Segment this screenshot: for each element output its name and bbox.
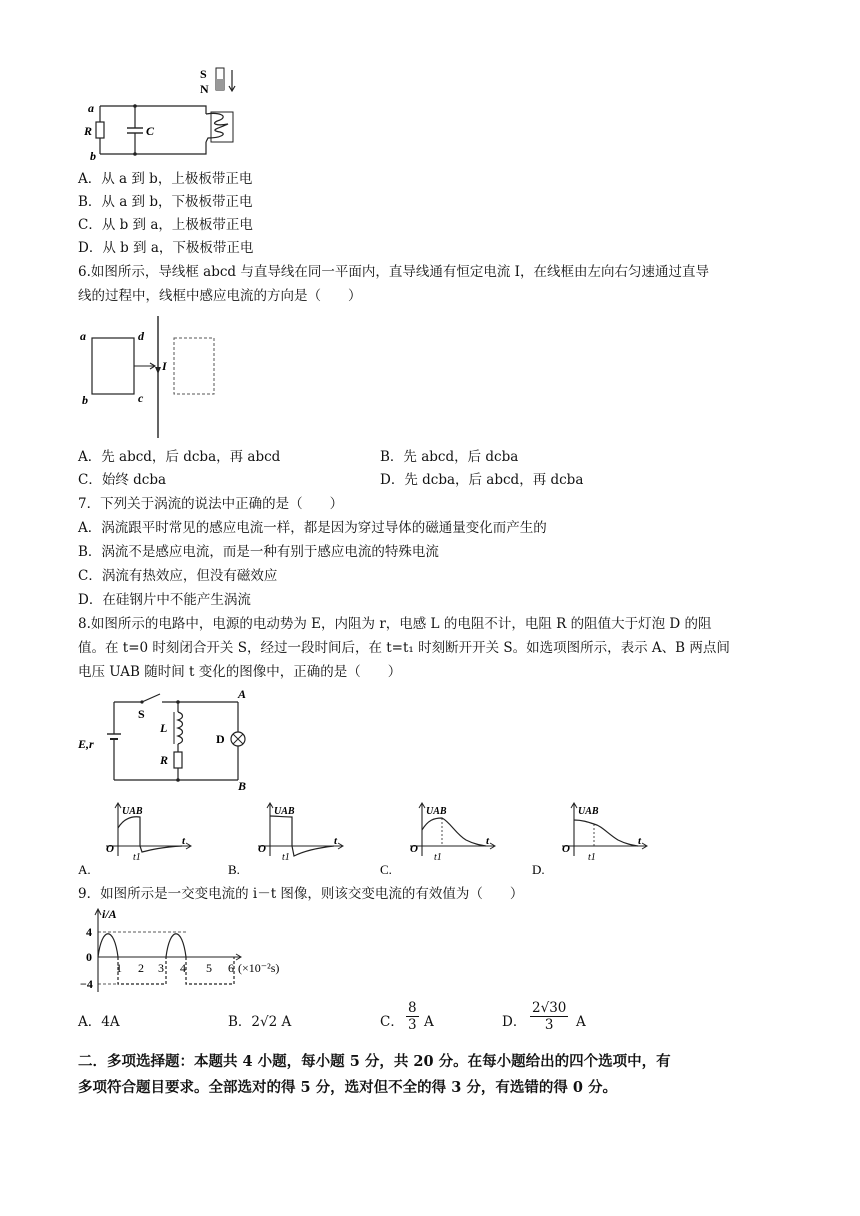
q8-graph-c[interactable] — [380, 800, 520, 878]
q6-option-a[interactable]: A．先 abcd，后 dcba，再 abcd — [78, 449, 281, 465]
svg-text:t1: t1 — [434, 852, 442, 863]
q5-circuit-figure — [80, 62, 250, 162]
svg-text:4: 4 — [180, 961, 186, 975]
q6-option-c[interactable]: C．始终 dcba — [78, 472, 167, 488]
svg-text:(×10⁻²s): (×10⁻²s) — [238, 961, 280, 975]
svg-text:O: O — [562, 843, 570, 855]
svg-text:1: 1 — [116, 961, 122, 975]
svg-text:b: b — [82, 393, 88, 407]
svg-text:6: 6 — [228, 961, 234, 975]
svg-text:D: D — [216, 732, 225, 746]
q7-stem: 7．下列关于涡流的说法中正确的是（ ） — [78, 496, 344, 512]
q9-stem: 9．如图所示是一交变电流的 i－t 图像，则该交变电流的有效值为（ ） — [78, 886, 524, 902]
svg-text:c: c — [138, 391, 144, 405]
label-c: C — [146, 124, 155, 138]
inductor-l — [178, 712, 183, 744]
svg-text:t: t — [182, 835, 186, 847]
resistor-r — [96, 122, 104, 138]
q8-stem-line3: 电压 UAB 随时间 t 变化的图像中，正确的是（ ） — [78, 664, 402, 680]
svg-text:E,r: E,r — [78, 737, 94, 751]
q5-option-c[interactable]: C．从 b 到 a，上极板带正电 — [78, 217, 253, 233]
q5-option-a[interactable]: A．从 a 到 b，上极板带正电 — [78, 171, 253, 187]
q9-option-d-unit: A — [576, 1014, 586, 1030]
q7-option-d[interactable]: D．在硅钢片中不能产生涡流 — [78, 592, 251, 608]
q9-option-d-fraction: $\frac{2√30}{3}$ — [532, 1000, 567, 1033]
svg-text:i/A: i/A — [102, 907, 117, 921]
svg-text:0: 0 — [86, 950, 92, 964]
svg-text:5: 5 — [206, 961, 212, 975]
svg-text:t: t — [334, 835, 338, 847]
curve-c — [422, 818, 486, 846]
svg-text:D.: D. — [532, 862, 545, 877]
waveform — [98, 934, 118, 957]
svg-text:I: I — [162, 359, 167, 373]
curve-b — [270, 816, 334, 856]
svg-text:UAB: UAB — [578, 806, 599, 817]
svg-text:t1: t1 — [588, 852, 596, 863]
q7-option-c[interactable]: C．涡流有热效应，但没有磁效应 — [78, 568, 278, 584]
q9-option-c-prefix[interactable]: C． — [380, 1014, 404, 1030]
down-arrow-icon — [229, 70, 235, 91]
svg-text:A: A — [238, 687, 247, 701]
q8-stem-line1: 8.如图所示的电路中，电源的电动势为 E，内阻为 r，电感 L 的电阻不计，电阻 R 的阻值大于灯泡 D 的阻 — [78, 616, 712, 632]
q9-option-a[interactable]: A．4A — [78, 1014, 120, 1030]
svg-text:−4: −4 — [80, 977, 93, 991]
q8-circuit-figure — [78, 687, 268, 795]
q9-option-c-fraction: $\frac{8}{3}$ — [408, 1000, 417, 1033]
q9-option-b[interactable]: B．2√2 A — [228, 1014, 292, 1030]
q6-option-d[interactable]: D．先 dcba，后 abcd，再 dcba — [380, 472, 584, 488]
curve-d — [574, 820, 638, 846]
q8-graph-d[interactable] — [532, 800, 672, 878]
section2-heading-line2: 多项符合题目要求。全部选对的得 5 分，选对但不全的得 3 分，有选错的得 0 分。 — [78, 1079, 618, 1096]
svg-text:O: O — [258, 843, 266, 855]
right-arrow-icon — [134, 363, 155, 369]
svg-text:t1: t1 — [133, 852, 141, 863]
frame-dashed — [174, 338, 214, 394]
svg-text:t: t — [486, 835, 490, 847]
curve-a — [118, 817, 182, 852]
magnet-s-label: S — [200, 67, 207, 81]
q6-stem-line2: 线的过程中，线框中感应电流的方向是（ ） — [78, 288, 362, 304]
svg-text:O: O — [106, 843, 114, 855]
current-arrow-icon — [155, 367, 161, 374]
label-b: b — [90, 149, 96, 163]
svg-text:O: O — [410, 843, 418, 855]
q8-graph-a[interactable] — [78, 800, 218, 878]
q7-option-a[interactable]: A．涡流跟平时常见的感应电流一样，都是因为穿过导体的磁通量变化而产生的 — [78, 520, 547, 536]
resistor-r — [174, 752, 182, 768]
q9-option-d-prefix[interactable]: D． — [502, 1014, 527, 1030]
q6-option-b[interactable]: B．先 abcd，后 dcba — [380, 449, 519, 465]
svg-text:A.: A. — [78, 862, 91, 877]
q7-option-b[interactable]: B．涡流不是感应电流，而是一种有别于感应电流的特殊电流 — [78, 544, 439, 560]
q9-option-c-unit: A — [424, 1014, 434, 1030]
svg-text:L: L — [160, 721, 168, 735]
q9-it-graph — [80, 906, 320, 996]
coil — [206, 113, 228, 142]
svg-text:a: a — [80, 329, 86, 343]
wire-frame — [92, 338, 134, 394]
svg-text:4: 4 — [86, 925, 92, 939]
q8-stem-line2: 值。在 t=0 时刻闭合开关 S，经过一段时间后，在 t=t₁ 时刻断开开关 S。如选项图所示，表示 A、B 两点间 — [78, 640, 730, 656]
svg-text:d: d — [138, 329, 144, 343]
svg-text:C.: C. — [380, 862, 392, 877]
svg-text:UAB: UAB — [426, 806, 447, 817]
section2-heading-line1: 二．多项选择题：本题共 4 小题，每小题 5 分，共 20 分。在每小题给出的四个选项中，有 — [78, 1053, 671, 1070]
svg-text:R: R — [160, 753, 169, 767]
svg-text:3: 3 — [158, 961, 164, 975]
svg-text:UAB: UAB — [122, 806, 143, 817]
svg-text:B.: B. — [228, 862, 240, 877]
svg-text:2: 2 — [138, 961, 144, 975]
label-r: R — [84, 124, 93, 138]
svg-text:UAB: UAB — [274, 806, 295, 817]
label-a: a — [88, 101, 94, 115]
q5-option-b[interactable]: B．从 a 到 b，下极板带正电 — [78, 194, 253, 210]
svg-text:t: t — [638, 835, 642, 847]
switch-s — [142, 694, 160, 702]
q8-graph-b[interactable] — [228, 800, 368, 878]
q6-stem-line1: 6.如图所示，导线框 abcd 与直导线在同一平面内，直导线通有恒定电流 I，在线框由左向右匀速通过直导 — [78, 264, 709, 280]
svg-text:t1: t1 — [282, 852, 290, 863]
q5-option-d[interactable]: D．从 b 到 a，下极板带正电 — [78, 240, 254, 256]
svg-text:S: S — [138, 707, 145, 721]
q6-wire-frame-figure — [78, 312, 238, 440]
svg-text:B: B — [238, 779, 247, 793]
magnet-n-label: N — [200, 82, 209, 96]
